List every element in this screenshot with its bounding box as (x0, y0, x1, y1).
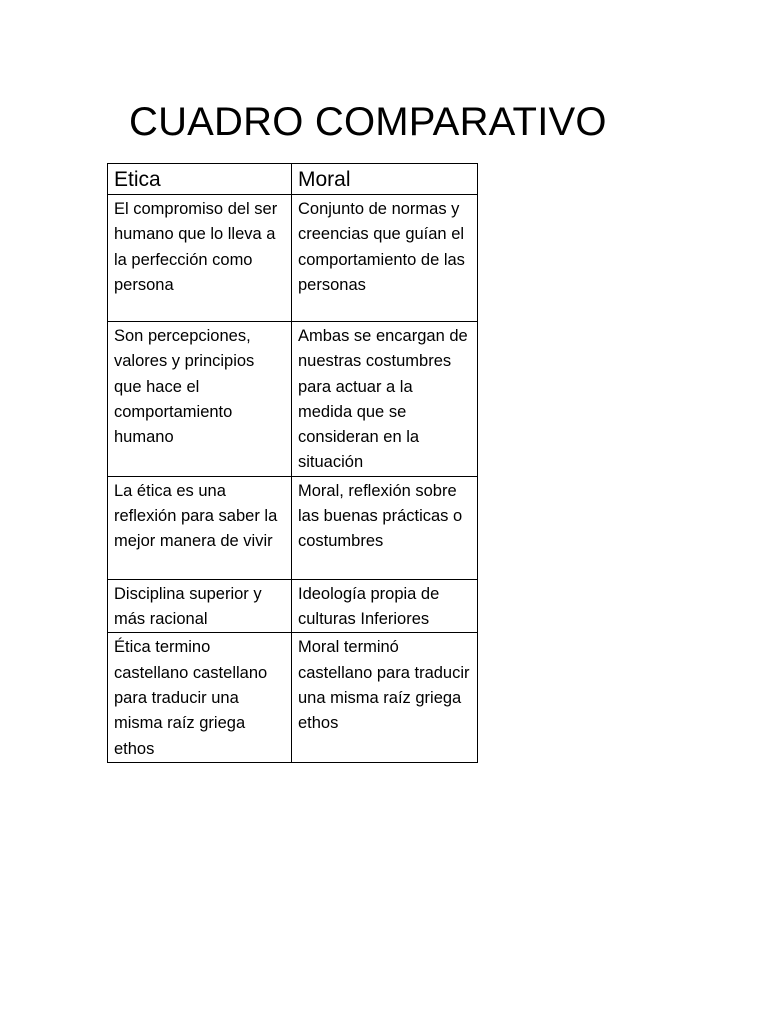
table-cell-moral: Moral terminó castellano para traducir una misma raíz griega ethos (292, 633, 478, 762)
comparison-table (107, 163, 478, 763)
table-row (108, 579, 478, 633)
table-cell-etica: El compromiso del ser humano que lo lleva a la perfección como persona (108, 195, 292, 322)
table-header-row (108, 164, 478, 195)
table-cell-moral: Moral, reflexión sobre las buenas prácticas o costumbres (292, 476, 478, 579)
table-cell-moral: Ambas se encargan de nuestras costumbres para actuar a la medida que se consideran en la situación (292, 322, 478, 477)
table-row (108, 195, 478, 322)
column-header-etica: Etica (108, 164, 292, 195)
table-cell-etica: Ética termino castellano castellano para traducir una misma raíz griega ethos (108, 633, 292, 762)
column-header-moral: Moral (292, 164, 478, 195)
table-cell-etica: Disciplina superior y más racional (108, 579, 292, 633)
table-row (108, 633, 478, 762)
table-cell-etica: Son percepciones, valores y principios que hace el comportamiento humano (108, 322, 292, 477)
table-cell-etica: La ética es una reflexión para saber la mejor manera de vivir (108, 476, 292, 579)
table-row (108, 322, 478, 477)
table-row (108, 476, 478, 579)
table-cell-moral: Conjunto de normas y creencias que guían el comportamiento de las personas (292, 195, 478, 322)
table-cell-moral: Ideología propia de culturas Inferiores (292, 579, 478, 633)
page-title: CUADRO COMPARATIVO (129, 100, 607, 144)
